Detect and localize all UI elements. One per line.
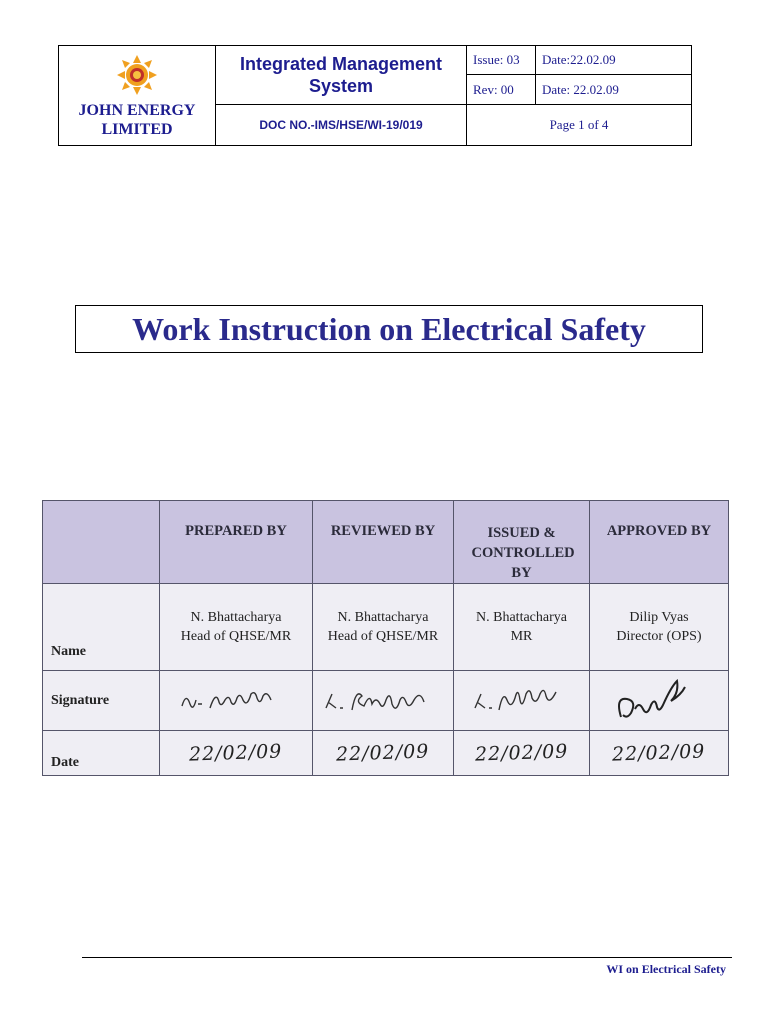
- document-header: [58, 45, 692, 146]
- signature-prepared: [160, 671, 313, 731]
- company-name-line2: LIMITED: [101, 120, 173, 138]
- date-prepared: [160, 731, 313, 776]
- page-number: Page 1 of 4: [467, 105, 692, 146]
- document-title-box: [75, 305, 703, 353]
- header-reviewed-by: REVIEWED BY: [313, 501, 454, 584]
- name-row: [43, 584, 729, 671]
- approval-table: [42, 500, 729, 776]
- row-label-name: Name: [43, 584, 160, 671]
- header-approved-by: APPROVED BY: [590, 501, 729, 584]
- company-name: [79, 101, 196, 139]
- company-name-line1: JOHN ENERGY: [78, 101, 196, 119]
- header-blank-cell: [43, 501, 160, 584]
- system-title: [216, 46, 467, 105]
- handwritten-date: 22/02/09: [335, 740, 431, 766]
- footer-divider: [82, 957, 732, 958]
- name-cell-issued: [454, 584, 590, 671]
- date-reviewed: [313, 731, 454, 776]
- name-reviewed: N. Bhattacharya: [337, 610, 429, 625]
- header-issued-controlled-by: [454, 501, 590, 584]
- designation-prepared: Head of QHSE/MR: [180, 629, 292, 644]
- row-label-date: Date: [43, 731, 160, 776]
- system-title-line1: Integrated Management: [239, 54, 443, 74]
- designation-reviewed: Head of QHSE/MR: [327, 629, 439, 644]
- approval-header-row: [43, 501, 729, 584]
- designation-approved: Director (OPS): [616, 629, 702, 644]
- sun-logo-icon: [115, 53, 159, 97]
- designation-issued: MR: [510, 629, 533, 644]
- name-issued: N. Bhattacharya: [476, 610, 567, 625]
- signature-row: [43, 671, 729, 731]
- system-title-line2: System: [308, 76, 374, 96]
- handwritten-date: 22/02/09: [611, 740, 707, 766]
- date-approved: [590, 731, 729, 776]
- handwritten-signature-image: [176, 686, 296, 716]
- document-number: DOC NO.-IMS/HSE/WI-19/019: [216, 105, 467, 146]
- name-prepared: N. Bhattacharya: [190, 610, 282, 625]
- issue-number: Issue: 03: [467, 46, 536, 75]
- issue-date: Date:22.02.09: [536, 46, 692, 75]
- handwritten-date: 22/02/09: [188, 740, 284, 766]
- revision-number: Rev: 00: [467, 75, 536, 105]
- date-issued: [454, 731, 590, 776]
- header-issued-text: ISSUED & CONTROLLED BY: [471, 525, 575, 581]
- signature-reviewed: [313, 671, 454, 731]
- handwritten-signature-image: [467, 686, 577, 716]
- date-row: [43, 731, 729, 776]
- footer-document-name: WI on Electrical Safety: [606, 962, 726, 976]
- name-cell-approved: [590, 584, 729, 671]
- document-title: Work Instruction on Electrical Safety: [132, 310, 646, 347]
- header-prepared-by: PREPARED BY: [160, 501, 313, 584]
- handwritten-signature-image: [609, 679, 709, 723]
- signature-approved: [590, 671, 729, 731]
- name-cell-reviewed: [313, 584, 454, 671]
- signature-issued: [454, 671, 590, 731]
- handwritten-date: 22/02/09: [474, 740, 569, 766]
- handwritten-signature-image: [318, 686, 448, 716]
- name-cell-prepared: [160, 584, 313, 671]
- company-logo-cell: [59, 46, 216, 146]
- name-approved: Dilip Vyas: [629, 610, 689, 625]
- revision-date: Date: 22.02.09: [536, 75, 692, 105]
- row-label-signature: Signature: [43, 671, 160, 731]
